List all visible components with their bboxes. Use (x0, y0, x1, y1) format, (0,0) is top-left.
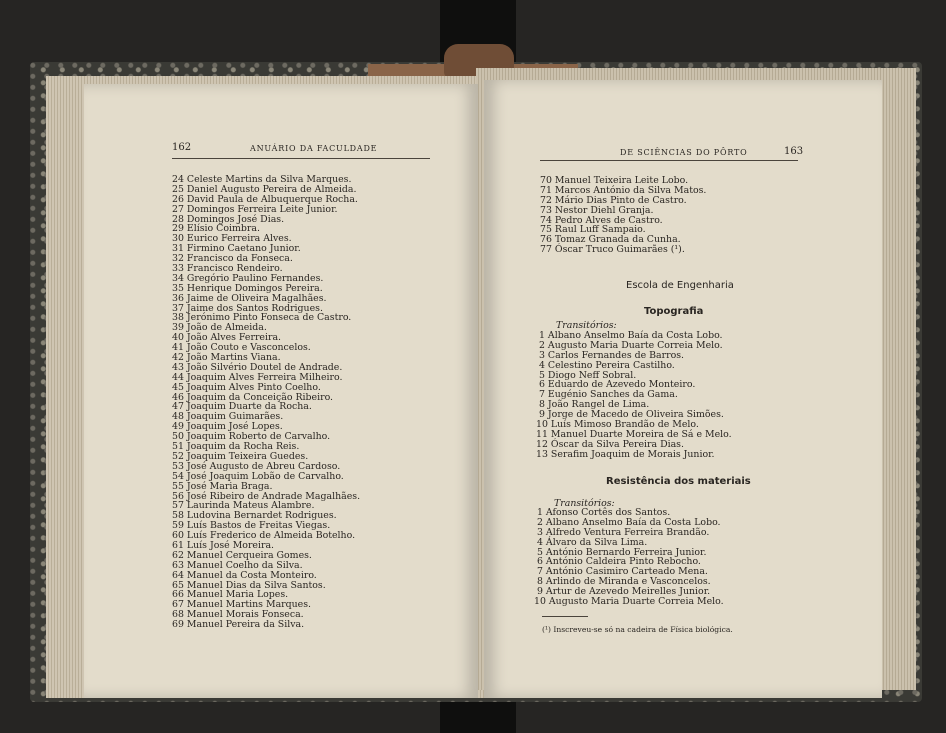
list-item: 24 Celeste Martins da Silva Marques. (172, 174, 352, 185)
list-item: 41 João Couto e Vasconcelos. (172, 342, 311, 354)
list-item: 45 Joaquim Alves Pinto Coelho. (172, 381, 321, 393)
list-item: 35 Henrique Domingos Pereira. (172, 282, 323, 294)
list-item: 29 Elísio Coimbra. (172, 223, 260, 235)
list-item: 25 Daniel Augusto Pereira de Almeida. (172, 183, 357, 195)
list-item: 1 Afonso Cortês dos Santos. (534, 507, 671, 518)
list-item: 77 Óscar Truco Guimarães (¹). (540, 244, 685, 256)
list-item: 36 Jaime de Oliveira Magalhães. (172, 292, 327, 304)
list-item: 48 Joaquim Guimarães. (172, 411, 284, 423)
list-item: 6 Eduardo de Azevedo Monteiro. (536, 379, 696, 391)
list-item: 60 Luís Frederico de Almeida Botelho. (172, 530, 356, 542)
list-item: 63 Manuel Coelho da Silva. (172, 559, 303, 571)
list-item: 52 Joaquim Teixeira Guedes. (172, 450, 309, 462)
list-item: 6 António Caldeira Pinto Rebocho. (534, 556, 701, 568)
list-item: 66 Manuel Maria Lopes. (172, 589, 289, 601)
list-item: 69 Manuel Pereira da Silva. (172, 619, 305, 631)
footnote-rule (542, 616, 588, 617)
list-item: 46 Joaquim da Conceição Ribeiro. (172, 391, 334, 403)
header-rule-right (540, 160, 798, 161)
list-item: 13 Serafim Joaquim de Morais Junior. (536, 448, 715, 460)
list-item: 2 Augusto Maria Duarte Correia Melo. (536, 339, 723, 351)
list-item: 54 José Joaquim Lobão de Carvalho. (172, 470, 344, 482)
list-item: 7 António Casimiro Carteado Mena. (534, 566, 708, 578)
list-item: 7 Eugénio Sanches da Gama. (536, 389, 678, 401)
list-item: 50 Joaquim Roberto de Carvalho. (172, 431, 331, 443)
right-page (484, 80, 882, 698)
list-item: 5 Diogo Neff Sobral. (536, 369, 637, 381)
list-item: 8 João Rangel de Lima. (536, 399, 650, 411)
page-number-right: 163 (784, 146, 804, 157)
list-item: 62 Manuel Cerqueira Gomes. (172, 549, 312, 561)
list-item: 43 João Silvério Doutel de Andrade. (172, 361, 343, 373)
list-item: 26 David Paula de Albuquerque Rocha. (172, 193, 358, 205)
section-subheading-resistencia: Transitórios: (554, 498, 615, 509)
list-item: 38 Jerónimo Pinto Fonseca de Castro. (172, 312, 352, 324)
section-title-resistencia: Resistência dos materiais (606, 476, 751, 487)
list-item: 44 Joaquim Alves Ferreira Milheiro. (172, 371, 343, 383)
list-item: 53 José Augusto de Abreu Cardoso. (172, 460, 341, 472)
list-item: 64 Manuel da Costa Monteiro. (172, 569, 317, 581)
student-list-left (172, 175, 360, 630)
list-item: 4 Álvaro da Silva Lima. (534, 536, 648, 548)
list-item: 65 Manuel Dias da Silva Santos. (172, 579, 326, 591)
running-header-right: DE SCIÊNCIAS DO PÔRTO (620, 148, 748, 157)
list-item: 56 José Ribeiro de Andrade Magalhães. (172, 490, 361, 502)
list-item: 33 Francisco Rendeiro. (172, 263, 283, 275)
list-item: 32 Francisco da Fonseca. (172, 253, 293, 265)
running-header-left: ANUÁRIO DA FACULDADE (250, 144, 378, 153)
list-item: 68 Manuel Morais Fonseca. (172, 609, 304, 621)
list-item: 55 José Maria Braga. (172, 480, 273, 492)
header-rule-left (172, 158, 430, 159)
list-item: 67 Manuel Martins Marques. (172, 599, 312, 611)
list-item: 2 Albano Anselmo Baía da Costa Lobo. (534, 516, 721, 528)
footnote: (¹) Inscreveu-se só na cadeira de Física biológica. (542, 625, 733, 634)
list-item: 9 Artur de Azevedo Meirelles Junior. (534, 586, 711, 598)
list-item: 61 Luís José Moreira. (172, 539, 275, 551)
list-item: 51 Joaquim da Rocha Reis. (172, 441, 300, 453)
list-item: 11 Manuel Duarte Moreira de Sá e Melo. (536, 428, 732, 440)
list-item: 3 Carlos Fernandes de Barros. (536, 349, 685, 361)
list-item: 40 João Alves Ferreira. (172, 332, 282, 344)
list-item: 59 Luís Bastos de Freitas Viegas. (172, 520, 331, 532)
list-item: 28 Domingos José Dias. (172, 213, 285, 225)
resistencia-list (534, 508, 724, 607)
student-list-right (540, 176, 706, 255)
school-title: Escola de Engenharia (626, 280, 734, 291)
topografia-list (536, 331, 732, 460)
list-item: 30 Eurico Ferreira Alves. (172, 233, 292, 245)
list-item: 9 Jorge de Macedo de Oliveira Simões. (536, 409, 724, 421)
list-item: 49 Joaquim José Lopes. (172, 421, 283, 433)
list-item: 31 Firmino Caetano Junior. (172, 243, 301, 255)
list-item: 74 Pedro Alves de Castro. (540, 214, 663, 226)
list-item: 5 António Bernardo Ferreira Junior. (534, 546, 707, 558)
list-item: 76 Tomaz Granada da Cunha. (540, 234, 681, 246)
list-item: 37 Jaime dos Santos Rodrigues. (172, 302, 323, 314)
page-number-left: 162 (172, 142, 192, 153)
list-item: 72 Mário Dias Pinto de Castro. (540, 194, 687, 206)
list-item: 12 Óscar da Silva Pereira Dias. (536, 438, 684, 450)
list-item: 4 Celestino Pereira Castilho. (536, 359, 675, 371)
list-item: 57 Laurinda Mateus Alambre. (172, 500, 315, 512)
list-item: 10 Luís Mimoso Brandão de Melo. (536, 419, 699, 431)
list-item: 42 João Martins Viana. (172, 352, 281, 364)
list-item: 10 Augusto Maria Duarte Correia Melo. (534, 596, 724, 608)
left-page (84, 84, 478, 698)
list-item: 34 Gregório Paulino Fernandes. (172, 272, 324, 284)
list-item: 27 Domingos Ferreira Leite Junior. (172, 203, 338, 215)
list-item: 39 João de Almeida. (172, 322, 267, 334)
section-title-topografia: Topografia (644, 306, 704, 317)
list-item: 73 Nestor Diehl Granja. (540, 204, 654, 216)
list-item: 3 Alfredo Ventura Ferreira Brandão. (534, 526, 710, 538)
list-item: 8 Arlindo de Miranda e Vasconcelos. (534, 576, 711, 588)
section-subheading-topografia: Transitórios: (556, 320, 617, 331)
list-item: 47 Joaquim Duarte da Rocha. (172, 401, 312, 413)
list-item: 58 Ludovina Bernardet Rodrigues. (172, 510, 337, 522)
list-item: 71 Marcos António da Silva Matos. (540, 184, 707, 196)
list-item: 75 Raul Luff Sampaio. (540, 224, 646, 236)
list-item: 1 Albano Anselmo Baía da Costa Lobo. (536, 330, 723, 341)
list-item: 70 Manuel Teixeira Leite Lobo. (540, 175, 689, 186)
